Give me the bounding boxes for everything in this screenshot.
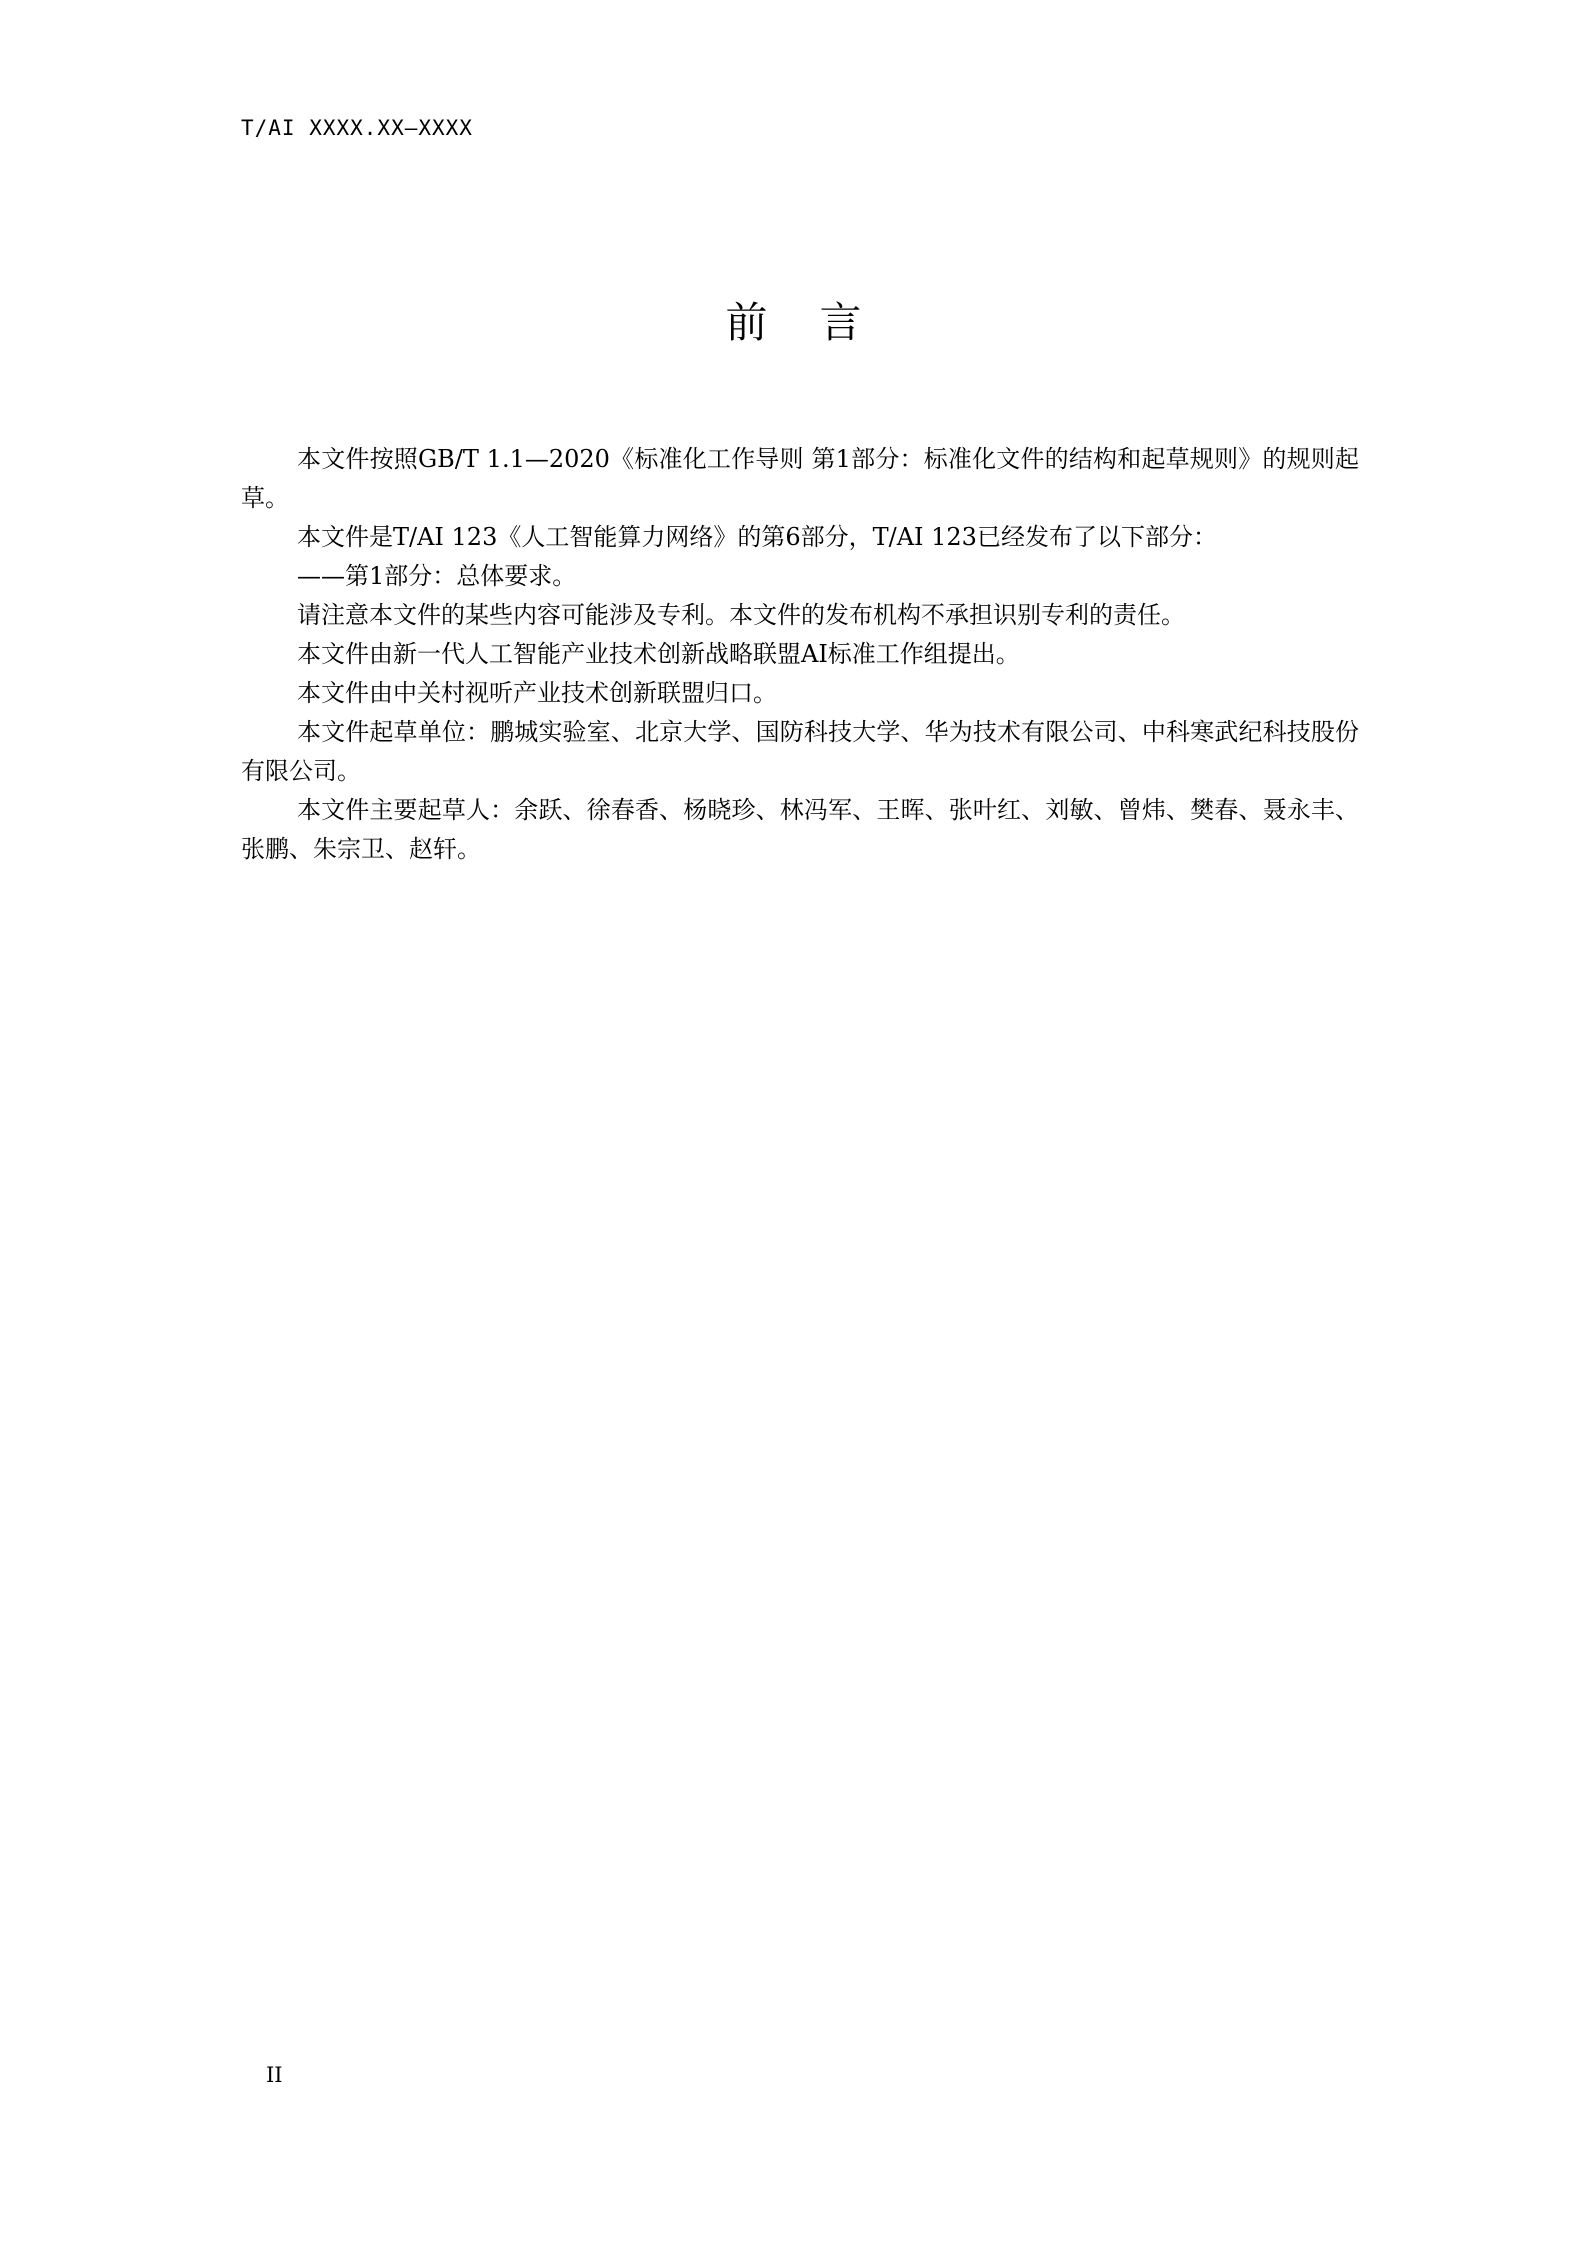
paragraph-drafting-units: 本文件起草单位：鹏城实验室、北京大学、国防科技大学、华为技术有限公司、中科寒武纪科技股份有限公司。	[241, 718, 1359, 785]
foreword-body	[241, 440, 1359, 869]
paragraph-patent-notice: 请注意本文件的某些内容可能涉及专利。本文件的发布机构不承担识别专利的责任。	[297, 601, 1185, 629]
page-number: II	[266, 2063, 283, 2087]
title-char-1: 前	[725, 298, 768, 347]
document-code: T/AI XXXX.XX—XXXX	[241, 116, 473, 140]
paragraph-administered-by: 本文件由中关村视听产业技术创新联盟归口。	[297, 679, 777, 707]
paragraph-published-part-1: ——第1部分：总体要求。	[297, 562, 577, 590]
paragraph-proposed-by: 本文件由新一代人工智能产业技术创新战略联盟AI标准工作组提出。	[297, 640, 1020, 668]
paragraph-drafting-rules: 本文件按照GB/T 1.1—2020《标准化工作导则 第1部分：标准化文件的结构和起草规则》的规则起草。	[241, 445, 1359, 512]
title-char-2: 言	[819, 298, 862, 347]
paragraph-series-part: 本文件是T/AI 123《人工智能算力网络》的第6部分，T/AI 123已经发布了以下部分：	[297, 523, 1217, 551]
page-title	[0, 296, 1587, 350]
paragraph-main-drafters: 本文件主要起草人：余跃、徐春香、杨晓珍、林冯军、王晖、张叶红、刘敏、曾炜、樊春、聂永丰、张鹏、朱宗卫、赵轩。	[241, 796, 1359, 863]
